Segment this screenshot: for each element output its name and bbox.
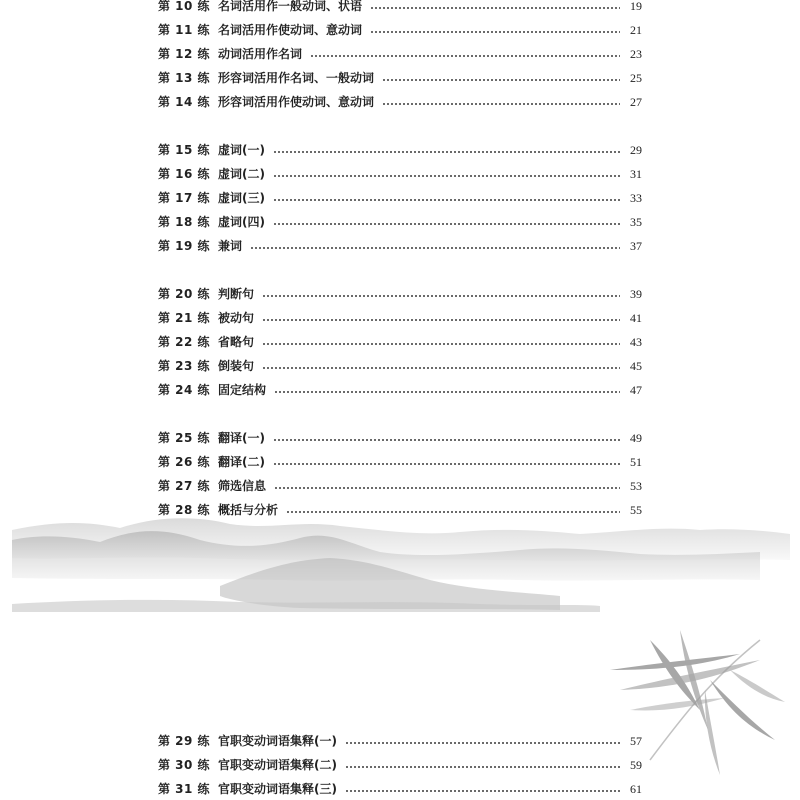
toc-entry[interactable]	[158, 500, 642, 520]
lesson-title: 名词活用作一般动词、状语	[218, 0, 363, 13]
lesson-title: 虚词(二)	[218, 167, 265, 181]
lesson-title: 形容词活用作名词、一般动词	[218, 71, 375, 85]
lesson-number: 第 10 练	[158, 0, 211, 13]
dot-leader	[345, 742, 620, 744]
page-number: 31	[630, 167, 642, 181]
lesson-title: 官职变动词语集释(三)	[218, 782, 337, 796]
toc-entry[interactable]	[158, 755, 642, 775]
lesson-number: 第 17 练	[158, 191, 211, 205]
dot-leader	[262, 367, 620, 369]
page-number: 61	[630, 782, 642, 796]
lesson-number: 第 26 练	[158, 455, 211, 469]
toc-entry[interactable]	[158, 332, 642, 352]
lesson-number: 第 20 练	[158, 287, 211, 301]
dot-leader	[286, 511, 620, 513]
lesson-number: 第 21 练	[158, 311, 211, 325]
toc-entry[interactable]	[158, 452, 642, 472]
toc-entry[interactable]	[158, 188, 642, 208]
lesson-title: 动词活用作名词	[218, 47, 303, 61]
dot-leader	[273, 439, 620, 441]
dot-leader	[273, 223, 620, 225]
page-number: 33	[630, 191, 642, 205]
lesson-number: 第 18 练	[158, 215, 211, 229]
page-number: 57	[630, 734, 642, 748]
lesson-number: 第 29 练	[158, 734, 211, 748]
lesson-title: 筛选信息	[218, 479, 267, 493]
lesson-title: 固定结构	[218, 383, 267, 397]
page-number: 49	[630, 431, 642, 445]
toc-entry[interactable]	[158, 380, 642, 400]
page-number: 23	[630, 47, 642, 61]
dot-leader	[382, 79, 620, 81]
page-number: 37	[630, 239, 642, 253]
page-number: 45	[630, 359, 642, 373]
dot-leader	[370, 7, 620, 9]
dot-leader	[273, 151, 620, 153]
dot-leader	[274, 487, 620, 489]
lesson-number: 第 22 练	[158, 335, 211, 349]
lesson-number: 第 31 练	[158, 782, 211, 796]
dot-leader	[262, 343, 620, 345]
lesson-number: 第 24 练	[158, 383, 211, 397]
page-number: 53	[630, 479, 642, 493]
page-number: 35	[630, 215, 642, 229]
page-number: 51	[630, 455, 642, 469]
toc-entry[interactable]	[158, 140, 642, 160]
toc-entry[interactable]	[158, 68, 642, 88]
toc-entry[interactable]	[158, 731, 642, 751]
toc-entry[interactable]	[158, 356, 642, 376]
toc-entry[interactable]	[158, 44, 642, 64]
lesson-number: 第 23 练	[158, 359, 211, 373]
lesson-number: 第 14 练	[158, 95, 211, 109]
page-number: 41	[630, 311, 642, 325]
toc-entry[interactable]	[158, 164, 642, 184]
toc-entry[interactable]	[158, 20, 642, 40]
dot-leader	[262, 319, 620, 321]
lesson-title: 虚词(三)	[218, 191, 265, 205]
page-number: 43	[630, 335, 642, 349]
dot-leader	[250, 247, 620, 249]
dot-leader	[274, 391, 620, 393]
toc-entry[interactable]	[158, 476, 642, 496]
lesson-number: 第 16 练	[158, 167, 211, 181]
lesson-title: 被动句	[218, 311, 255, 325]
dot-leader	[310, 55, 620, 57]
lesson-title: 判断句	[218, 287, 255, 301]
lesson-title: 名词活用作使动词、意动词	[218, 23, 363, 37]
toc-entry[interactable]	[158, 92, 642, 112]
page-number: 55	[630, 503, 642, 517]
lesson-title: 翻译(一)	[218, 431, 265, 445]
toc-entry[interactable]	[158, 779, 642, 799]
page-number: 25	[630, 71, 642, 85]
page-number: 29	[630, 143, 642, 157]
lesson-number: 第 28 练	[158, 503, 211, 517]
lesson-title: 省略句	[218, 335, 255, 349]
lesson-title: 兼词	[218, 239, 243, 253]
dot-leader	[273, 175, 620, 177]
lesson-title: 虚词(一)	[218, 143, 265, 157]
dot-leader	[273, 199, 620, 201]
lesson-title: 倒装句	[218, 359, 255, 373]
dot-leader	[345, 790, 620, 792]
lesson-number: 第 30 练	[158, 758, 211, 772]
lesson-title: 虚词(四)	[218, 215, 265, 229]
lesson-title: 官职变动词语集释(一)	[218, 734, 337, 748]
lesson-title: 翻译(二)	[218, 455, 265, 469]
dot-leader	[262, 295, 620, 297]
page-number: 39	[630, 287, 642, 301]
lesson-number: 第 13 练	[158, 71, 211, 85]
lesson-number: 第 12 练	[158, 47, 211, 61]
dot-leader	[382, 103, 620, 105]
toc-entry[interactable]	[158, 212, 642, 232]
lesson-title: 官职变动词语集释(二)	[218, 758, 337, 772]
page-number: 21	[630, 23, 642, 37]
lesson-number: 第 11 练	[158, 23, 211, 37]
dot-leader	[273, 463, 620, 465]
dot-leader	[345, 766, 620, 768]
page-number: 59	[630, 758, 642, 772]
lesson-title: 概括与分析	[218, 503, 279, 517]
toc-entry[interactable]	[158, 236, 642, 256]
lesson-number: 第 19 练	[158, 239, 211, 253]
page-number: 19	[630, 0, 642, 13]
lesson-number: 第 25 练	[158, 431, 211, 445]
toc-entry[interactable]	[158, 284, 642, 304]
lesson-title: 形容词活用作使动词、意动词	[218, 95, 375, 109]
lesson-number: 第 27 练	[158, 479, 211, 493]
lesson-number: 第 15 练	[158, 143, 211, 157]
page-number: 27	[630, 95, 642, 109]
dot-leader	[370, 31, 620, 33]
toc-entry[interactable]	[158, 308, 642, 328]
toc-entry[interactable]	[158, 0, 642, 16]
page-number: 47	[630, 383, 642, 397]
toc-entry[interactable]	[158, 428, 642, 448]
